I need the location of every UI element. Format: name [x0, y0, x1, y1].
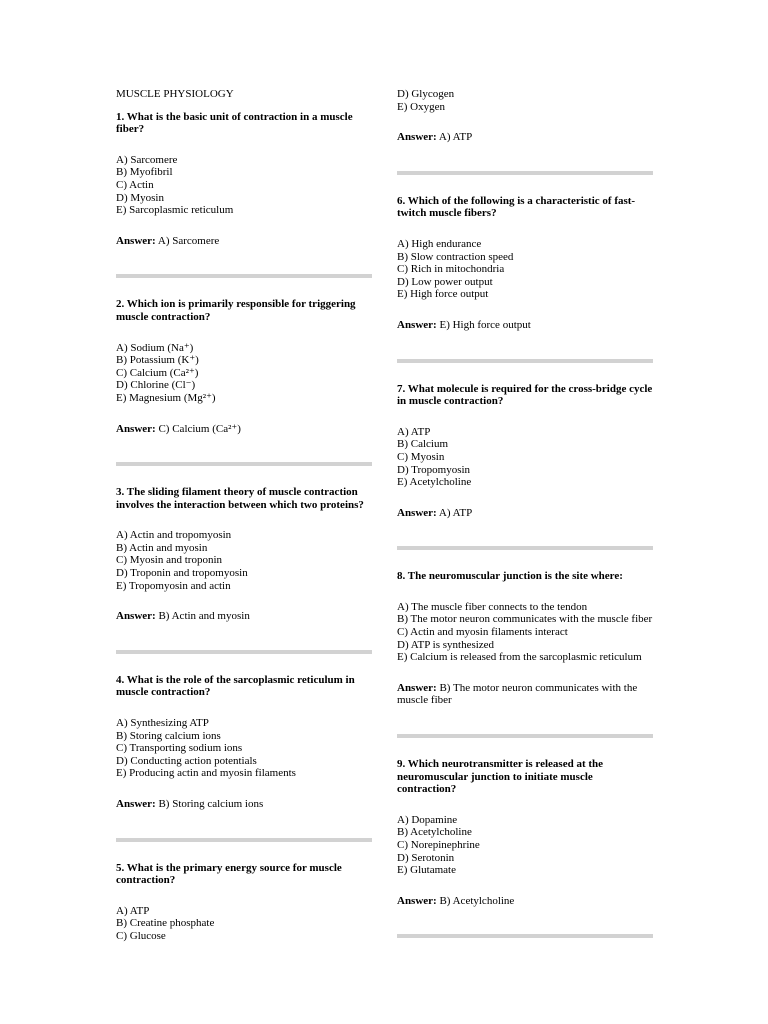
- divider: [397, 359, 653, 363]
- option: D) ATP is synthesized: [397, 638, 495, 651]
- option: C) Transporting sodium ions: [116, 742, 243, 755]
- answer-value: A) ATP: [438, 506, 473, 519]
- option: E) High force output: [397, 288, 489, 301]
- question-2: [116, 298, 372, 435]
- question-3: [116, 486, 372, 623]
- option-list: [397, 238, 653, 301]
- question-text: 3. The sliding filament theory of muscle contraction involves the interaction between which two proteins?: [116, 486, 364, 511]
- option: B) The motor neuron communicates with the muscle fiber: [397, 613, 653, 626]
- option: A) ATP: [116, 904, 150, 917]
- option: C) Glucose: [116, 929, 166, 942]
- option: E) Acetylcholine: [397, 476, 472, 489]
- option: C) Actin: [116, 178, 154, 191]
- question-text: 4. What is the role of the sarcoplasmic reticulum in muscle contraction?: [116, 673, 355, 699]
- answer-label: Answer:: [397, 318, 437, 331]
- answer-label: Answer:: [397, 894, 437, 907]
- divider: [397, 546, 653, 550]
- option: B) Myofibril: [116, 166, 173, 179]
- answer-line: [116, 798, 372, 811]
- page-title: MUSCLE PHYSIOLOGY: [116, 88, 234, 100]
- option: A) High endurance: [397, 237, 482, 250]
- answer-label: Answer:: [116, 610, 156, 623]
- divider: [116, 274, 372, 278]
- option: E) Tropomyosin and actin: [116, 579, 231, 592]
- option: B) Potassium (K⁺): [116, 354, 199, 367]
- option: D) Glycogen: [397, 88, 455, 100]
- option: A) The muscle fiber connects to the tendon: [397, 600, 588, 613]
- answer-label: Answer:: [116, 422, 156, 435]
- divider: [116, 838, 372, 842]
- option: E) Glutamate: [397, 864, 456, 877]
- answer-label: Answer:: [397, 131, 437, 144]
- option: B) Acetylcholine: [397, 826, 472, 839]
- option-list: [116, 154, 372, 217]
- option: B) Calcium: [397, 438, 449, 451]
- left-column: [116, 88, 372, 961]
- option: B) Storing calcium ions: [116, 729, 221, 742]
- question-text: 7. What molecule is required for the cross-bridge cycle in muscle contraction?: [397, 382, 653, 408]
- answer-line: [116, 610, 372, 623]
- option: D) Tropomyosin: [397, 463, 471, 476]
- question-9: [397, 758, 653, 907]
- option: C) Myosin and troponin: [116, 554, 223, 567]
- option: C) Norepinephrine: [397, 839, 480, 851]
- answer-value: B) The motor neuron communicates with the muscle fiber: [397, 681, 638, 707]
- option-list: [397, 814, 653, 877]
- option: D) Low power output: [397, 275, 493, 288]
- answer-label: Answer:: [116, 234, 156, 247]
- answer-line: [397, 131, 653, 144]
- answer-value: A) Sarcomere: [157, 234, 220, 247]
- question-text: 1. What is the basic unit of contraction in a muscle fiber?: [116, 110, 353, 136]
- answer-label: Answer:: [397, 506, 437, 519]
- option: E) Magnesium (Mg²⁺): [116, 391, 216, 404]
- question-text: 6. Which of the following is a characteristic of fast-twitch muscle fibers?: [397, 194, 636, 220]
- answer-value: C) Calcium (Ca²⁺): [158, 422, 241, 435]
- option-list: [116, 717, 372, 780]
- option: D) Chlorine (Cl⁻): [116, 379, 196, 392]
- option: A) Synthesizing ATP: [116, 717, 209, 730]
- option: C) Rich in mitochondria: [397, 263, 505, 276]
- option: C) Actin and myosin filaments interact: [397, 626, 568, 639]
- option: E) Oxygen: [397, 100, 445, 113]
- option: D) Myosin: [116, 191, 164, 204]
- answer-line: [397, 682, 653, 707]
- option: B) Slow contraction speed: [397, 250, 514, 263]
- question-7: [397, 383, 653, 520]
- answer-value: B) Storing calcium ions: [158, 798, 264, 810]
- option-list: [397, 88, 653, 113]
- option: D) Conducting action potentials: [116, 754, 257, 767]
- answer-value: B) Actin and myosin: [158, 610, 250, 623]
- divider: [397, 734, 653, 738]
- question-text: 8. The neuromuscular junction is the site where:: [397, 570, 623, 583]
- question-1: [116, 111, 372, 248]
- question-text: 5. What is the primary energy source for muscle contraction?: [116, 861, 342, 887]
- option: D) Serotonin: [397, 851, 455, 864]
- right-column: [397, 88, 653, 958]
- answer-line: [116, 235, 372, 248]
- option-list: [397, 426, 653, 489]
- option: E) Calcium is released from the sarcoplasmic reticulum: [397, 651, 642, 664]
- answer-value: B) Acetylcholine: [439, 894, 515, 907]
- question-8: [397, 570, 653, 707]
- question-5: [116, 862, 372, 943]
- answer-value: A) ATP: [438, 131, 473, 144]
- option-list: [116, 529, 372, 592]
- option-list: [116, 342, 372, 405]
- option: A) Sarcomere: [116, 153, 178, 166]
- option: E) Producing actin and myosin filaments: [116, 767, 296, 780]
- option: A) Sodium (Na⁺): [116, 341, 194, 354]
- option: A) Actin and tropomyosin: [116, 529, 232, 542]
- option-list: [397, 601, 653, 664]
- answer-label: Answer:: [116, 798, 156, 810]
- option: C) Myosin: [397, 450, 445, 463]
- question-4: [116, 674, 372, 811]
- answer-value: E) High force output: [439, 318, 531, 331]
- question-6: [397, 195, 653, 332]
- option: A) ATP: [397, 425, 431, 438]
- option: B) Creatine phosphate: [116, 917, 215, 930]
- option: A) Dopamine: [397, 813, 458, 826]
- divider: [116, 462, 372, 466]
- option: D) Troponin and tropomyosin: [116, 567, 248, 580]
- question-text: 9. Which neurotransmitter is released at the neuromuscular junction to initiate muscle contraction?: [397, 758, 604, 796]
- option-list: [116, 905, 372, 943]
- divider: [397, 934, 653, 938]
- option: B) Actin and myosin: [116, 541, 208, 554]
- answer-line: [397, 319, 653, 332]
- question-5-continued: [397, 88, 653, 144]
- answer-label: Answer:: [397, 681, 437, 694]
- option: C) Calcium (Ca²⁺): [116, 366, 199, 379]
- answer-line: [397, 507, 653, 520]
- answer-line: [397, 895, 653, 908]
- answer-line: [116, 423, 372, 436]
- divider: [397, 171, 653, 175]
- option: E) Sarcoplasmic reticulum: [116, 204, 234, 217]
- question-text: 2. Which ion is primarily responsible for triggering muscle contraction?: [116, 298, 356, 323]
- divider: [116, 650, 372, 654]
